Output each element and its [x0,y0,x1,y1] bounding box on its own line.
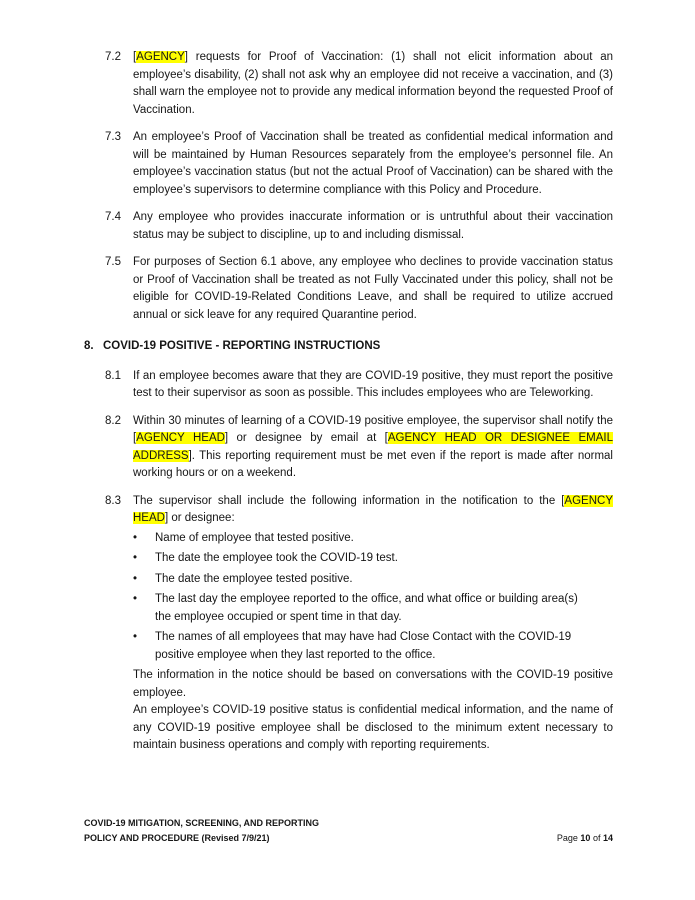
section-7-2 [84,49,613,119]
item-text [133,49,613,119]
highlight-agency-head-placeholder: AGENCY HEAD [133,494,613,524]
page-number [557,831,613,846]
closing-paragraph: An employee’s COVID-19 positive status is confidential medical information, and the name of any COVID-19 positive employee shall be disclosed to the minimum extent necessary to maintain business operations and comply with reporting requirements. [133,704,613,751]
page-total: 14 [602,832,613,843]
text-segment: Within 30 minutes of learning of a COVID-19 positive employee, the supervisor shall notify the [ [133,414,613,444]
list-item [133,550,613,568]
text-segment: ] or designee: [164,512,235,524]
item-body [133,493,613,755]
text-segment: ] or designee by email at [ [224,432,388,444]
bullet-text: The date the employee tested positive. [155,572,353,585]
list-item [133,629,613,664]
section-8-heading [84,338,613,356]
text-segment: The supervisor shall include the following information in the notification to the [ [133,494,565,507]
bullet-marker: • [133,531,138,544]
bullet-text: The names of all employees that may have had Close Contact with the COVID-19 positive employee when they last reported to the office. [155,631,572,661]
section-7-5 [84,254,613,324]
section-7-3 [84,129,613,199]
list-item [133,591,613,626]
footer-document-title [84,816,319,845]
bullet-text: Name of employee that tested positive. [155,531,354,544]
bullet-list [133,530,613,665]
bullet-marker: • [133,572,138,585]
section-8-1 [84,368,613,403]
list-item [133,571,613,589]
heading-number: 8. [84,340,94,352]
highlight-agency-placeholder: AGENCY [136,51,185,63]
section-8-2 [84,413,613,483]
page-current: 10 [580,832,591,843]
footer-title-line2: POLICY AND PROCEDURE (Revised 7/9/21) [84,832,270,843]
bullet-text: The date the employee took the COVID-19 test. [155,552,398,564]
page-of: of [592,832,601,843]
item-number: 7.3 [105,131,121,143]
text-segment: [ [133,51,137,63]
bullet-text: The last day the employee reported to the office, and what office or building area(s) the employee occupied or spent time in that day. [155,593,578,623]
highlight-email-address-placeholder: AGENCY HEAD OR DESIGNEE EMAIL ADDRESS [133,432,613,462]
item-text: For purposes of Section 6.1 above, any employee who declines to provide vaccination status or Proof of Vaccination shall be treated as not Fully Vaccinated under this policy, shall not be eligible for COVID-19-Related Conditions Leave, and shall be required to utilize accrued annual or sick leave for any required Quarantine period. [133,256,613,321]
item-number: 8.1 [105,369,121,382]
text-segment: ]. This reporting requirement must be met even if the report is made after normal working hours or on a weekend. [133,449,613,479]
closing-paragraph: The information in the notice should be based on conversations with the COVID-19 positive employee. [133,669,613,699]
section-8-3 [84,493,613,755]
footer-title-line1: COVID-19 MITIGATION, SCREENING, AND REPORTING [84,818,320,828]
item-text: An employee’s Proof of Vaccination shall be treated as confidential medical information and will be maintained by Human Resources separately from the employee’s personnel file. An employee’s vaccination status (but not the actual Proof of Vaccination) can be shared with the employee’s supervisors to determine compliance with this Policy and Procedure. [133,131,613,196]
bullet-marker: • [133,631,138,643]
document-content [84,49,613,765]
list-item [133,530,613,548]
highlight-agency-head-placeholder: AGENCY HEAD [136,432,225,444]
item-text [133,413,613,483]
heading-title: COVID-19 POSITIVE - REPORTING INSTRUCTIONS [103,340,381,352]
item-number: 8.2 [105,414,121,427]
bullet-marker: • [133,593,138,605]
text-segment: ] requests for Proof of Vaccination: (1) shall not elicit information about an employee’s disability, (2) shall not ask why an employee did not receive a vaccination, and (3) shall warn the employee not to provide any medical information beyond the requested Proof of Vaccination. [133,51,613,116]
item-number: 7.5 [105,256,121,268]
item-number: 7.4 [105,211,121,223]
page-footer [84,816,613,845]
page-label: Page [556,832,578,843]
item-number: 7.2 [105,51,121,63]
bullet-marker: • [133,552,138,564]
item-number: 8.3 [105,494,121,507]
item-text: If an employee becomes aware that they are COVID-19 positive, they must report the positive test to their supervisor as soon as possible. This includes employees who are Teleworking. [133,369,613,399]
section-7-4 [84,209,613,244]
item-text [133,493,613,528]
item-text: Any employee who provides inaccurate information or is untruthful about their vaccination status may be subject to discipline, up to and including dismissal. [133,211,613,241]
